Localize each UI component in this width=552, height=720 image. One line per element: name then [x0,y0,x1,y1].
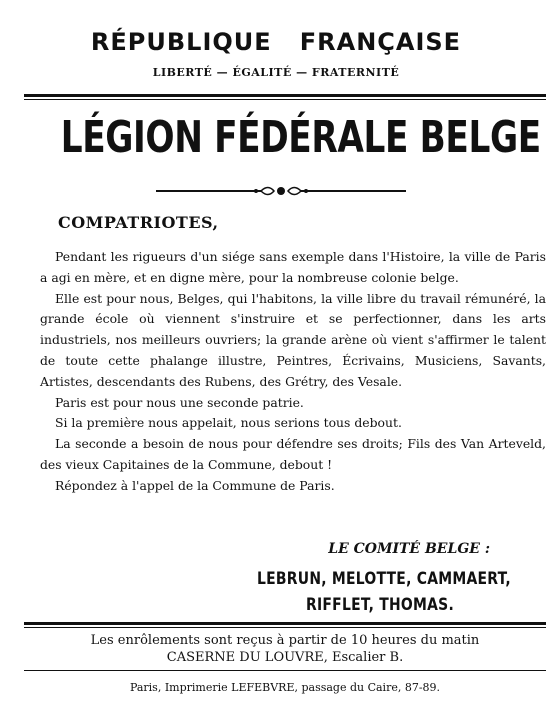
paragraph: Pendant les rigueurs d'un siége sans exemple dans l'Histoire, la ville de Paris a agi en mère, et en digne mère, pour la nombreuse colonie belge. [40,249,546,285]
committee-label: LE COMITÉ BELGE : [328,541,490,557]
enrolment-line: CASERNE DU LOUVRE, Escalier B. [166,650,404,665]
printer-imprint: Paris, Imprimerie LEFEBVRE, passage du Caire, 87-89. [129,681,441,694]
greeting: COMPATRIOTES, [58,213,219,232]
republic-heading: RÉPUBLIQUE FRANÇAISE [90,28,462,56]
ornament-divider-icon [156,183,406,199]
enrolment-line: Les enrôlements sont reçus à partir de 10 heures du matin [90,633,480,648]
paragraph: Si la première nous appelait, nous serions tous debout. [55,415,402,431]
top-rule-thin [24,99,546,100]
bottom-rule-thick [24,622,546,625]
paragraph: Répondez à l'appel de la Commune de Paris. [55,477,335,493]
signatories [257,566,511,618]
bottom-rule-thin [24,627,546,628]
signatory-line: LEBRUN, MELOTTE, CAMMAERT, [257,569,511,589]
paragraph: Paris est pour nous une seconde patrie. [55,394,304,410]
motto: LIBERTÉ — ÉGALITÉ — FRATERNITÉ [152,66,400,79]
top-rule-thick [24,94,546,97]
signatory-line: RIFFLET, THOMAS. [305,595,455,615]
paragraph: La seconde a besoin de nous pour défendre ses droits; Fils des Van Arteveld, des vieux Capitaines de la Commune, debout ! [40,436,546,472]
paragraph: Elle est pour nous, Belges, qui l'habitons, la ville libre du travail rémunéré, la grande école où viennent s'instruire et se perfectionner, dans les arts industriels, nos meilleurs ouvriers; la grande arène où vient s'affirmer le talent de toute cette phalange illustre, Peintres, Écrivains, Musiciens, Savants, Artistes, descendants des Rubens, des Grétry, des Vesale. [40,290,546,389]
proclamation-body [40,247,546,497]
poster-title: LÉGION FÉDÉRALE BELGE [60,112,541,163]
footer-rule [24,670,546,671]
enrolment-notice [24,632,546,666]
